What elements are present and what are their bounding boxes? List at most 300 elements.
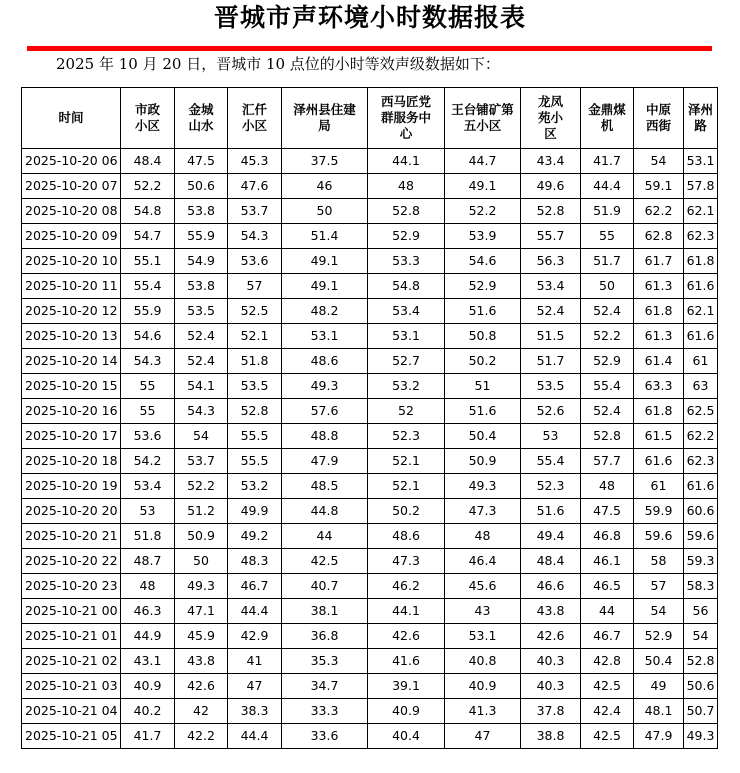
noise-value-cell: 53.8	[175, 274, 228, 299]
noise-value-cell: 56	[684, 599, 718, 624]
noise-value-cell: 48.8	[282, 424, 368, 449]
noise-value-cell: 49.3	[175, 574, 228, 599]
time-cell: 2025-10-21 01	[22, 624, 121, 649]
noise-value-cell: 55.7	[521, 224, 581, 249]
noise-value-cell: 52.6	[521, 399, 581, 424]
header-zezhou-zhujian: 泽州县住建局	[282, 88, 368, 149]
table-row	[22, 224, 718, 249]
noise-value-cell: 54.7	[121, 224, 175, 249]
noise-value-cell: 61	[684, 349, 718, 374]
table-row	[22, 174, 718, 199]
noise-value-cell: 62.1	[684, 299, 718, 324]
time-cell: 2025-10-20 07	[22, 174, 121, 199]
noise-value-cell: 45.3	[228, 149, 282, 174]
noise-value-cell: 49.6	[521, 174, 581, 199]
noise-value-cell: 59.3	[684, 549, 718, 574]
noise-value-cell: 63	[684, 374, 718, 399]
table-row	[22, 599, 718, 624]
noise-value-cell: 62.2	[634, 199, 684, 224]
noise-value-cell: 59.6	[634, 524, 684, 549]
noise-value-cell: 42.6	[175, 674, 228, 699]
noise-value-cell: 43.8	[175, 649, 228, 674]
time-cell: 2025-10-20 19	[22, 474, 121, 499]
noise-value-cell: 45.9	[175, 624, 228, 649]
noise-value-cell: 55.9	[121, 299, 175, 324]
noise-value-cell: 62.3	[684, 449, 718, 474]
header-zhongyuanxijie: 中原西街	[634, 88, 684, 149]
table-row	[22, 549, 718, 574]
noise-value-cell: 41.7	[581, 149, 634, 174]
header-shizheng: 市政小区	[121, 88, 175, 149]
noise-value-cell: 36.8	[282, 624, 368, 649]
noise-value-cell: 48	[121, 574, 175, 599]
noise-value-cell: 48.3	[228, 549, 282, 574]
noise-value-cell: 40.3	[521, 649, 581, 674]
noise-value-cell: 51.9	[581, 199, 634, 224]
noise-value-cell: 54.6	[121, 324, 175, 349]
noise-value-cell: 53	[121, 499, 175, 524]
noise-value-cell: 55.1	[121, 249, 175, 274]
noise-value-cell: 57.8	[684, 174, 718, 199]
noise-value-cell: 37.5	[282, 149, 368, 174]
time-cell: 2025-10-20 09	[22, 224, 121, 249]
noise-value-cell: 44.1	[368, 599, 445, 624]
noise-value-cell: 51.6	[445, 299, 521, 324]
noise-value-cell: 61.6	[684, 474, 718, 499]
table-row	[22, 324, 718, 349]
noise-value-cell: 53.9	[445, 224, 521, 249]
noise-value-cell: 54	[175, 424, 228, 449]
noise-value-cell: 58.3	[684, 574, 718, 599]
noise-value-cell: 52.8	[521, 199, 581, 224]
header-zezhoulu: 泽州路	[684, 88, 718, 149]
noise-value-cell: 47	[228, 674, 282, 699]
noise-value-cell: 61.7	[634, 249, 684, 274]
noise-value-cell: 61.4	[634, 349, 684, 374]
noise-value-cell: 51.8	[121, 524, 175, 549]
noise-value-cell: 50.9	[175, 524, 228, 549]
noise-value-cell: 52.9	[445, 274, 521, 299]
time-cell: 2025-10-20 20	[22, 499, 121, 524]
noise-value-cell: 54.3	[175, 399, 228, 424]
noise-value-cell: 33.3	[282, 699, 368, 724]
noise-value-cell: 49.4	[521, 524, 581, 549]
noise-value-cell: 51.5	[521, 324, 581, 349]
noise-value-cell: 42.4	[581, 699, 634, 724]
noise-value-cell: 44.9	[121, 624, 175, 649]
noise-value-cell: 55.9	[175, 224, 228, 249]
noise-value-cell: 46.1	[581, 549, 634, 574]
noise-value-cell: 50.2	[445, 349, 521, 374]
noise-value-cell: 49.1	[445, 174, 521, 199]
noise-value-cell: 61.6	[684, 274, 718, 299]
noise-value-cell: 52.1	[228, 324, 282, 349]
noise-value-cell: 62.5	[684, 399, 718, 424]
header-longfengyuan: 龙凤苑小区	[521, 88, 581, 149]
noise-value-cell: 44.4	[228, 724, 282, 749]
noise-value-cell: 47.1	[175, 599, 228, 624]
noise-value-cell: 52.4	[581, 299, 634, 324]
noise-value-cell: 53.4	[121, 474, 175, 499]
noise-value-cell: 62.2	[684, 424, 718, 449]
noise-value-cell: 38.8	[521, 724, 581, 749]
noise-value-cell: 49.1	[282, 274, 368, 299]
noise-value-cell: 63.3	[634, 374, 684, 399]
noise-value-cell: 50.2	[368, 499, 445, 524]
noise-value-cell: 47.3	[368, 549, 445, 574]
noise-value-cell: 48.4	[121, 149, 175, 174]
noise-value-cell: 46.6	[521, 574, 581, 599]
noise-value-cell: 34.7	[282, 674, 368, 699]
noise-value-cell: 61.8	[634, 399, 684, 424]
noise-data-table	[21, 87, 718, 749]
noise-value-cell: 44.4	[581, 174, 634, 199]
table-row	[22, 374, 718, 399]
noise-value-cell: 54	[684, 624, 718, 649]
noise-value-cell: 45.6	[445, 574, 521, 599]
noise-value-cell: 53.5	[521, 374, 581, 399]
noise-value-cell: 48.6	[368, 524, 445, 549]
time-cell: 2025-10-20 18	[22, 449, 121, 474]
noise-value-cell: 52.4	[175, 349, 228, 374]
noise-value-cell: 50.6	[684, 674, 718, 699]
table-row	[22, 299, 718, 324]
noise-value-cell: 53.2	[228, 474, 282, 499]
noise-value-cell: 52.7	[368, 349, 445, 374]
noise-value-cell: 44.7	[445, 149, 521, 174]
table-row	[22, 674, 718, 699]
noise-value-cell: 57	[228, 274, 282, 299]
noise-value-cell: 53.3	[368, 249, 445, 274]
noise-value-cell: 40.8	[445, 649, 521, 674]
table-row	[22, 649, 718, 674]
noise-value-cell: 44.1	[368, 149, 445, 174]
noise-value-cell: 60.6	[684, 499, 718, 524]
time-cell: 2025-10-20 13	[22, 324, 121, 349]
noise-value-cell: 43.8	[521, 599, 581, 624]
noise-value-cell: 52.3	[521, 474, 581, 499]
time-cell: 2025-10-20 08	[22, 199, 121, 224]
time-cell: 2025-10-20 15	[22, 374, 121, 399]
noise-value-cell: 52.8	[684, 649, 718, 674]
noise-value-cell: 50	[282, 199, 368, 224]
noise-value-cell: 46.8	[581, 524, 634, 549]
noise-value-cell: 53.5	[228, 374, 282, 399]
table-row	[22, 449, 718, 474]
noise-value-cell: 52	[368, 399, 445, 424]
noise-value-cell: 38.3	[228, 699, 282, 724]
noise-value-cell: 52.2	[445, 199, 521, 224]
table-row	[22, 149, 718, 174]
noise-value-cell: 43.1	[121, 649, 175, 674]
noise-value-cell: 61.3	[634, 274, 684, 299]
noise-value-cell: 42.8	[581, 649, 634, 674]
table-row	[22, 199, 718, 224]
time-cell: 2025-10-21 04	[22, 699, 121, 724]
noise-value-cell: 41.7	[121, 724, 175, 749]
noise-value-cell: 46.7	[228, 574, 282, 599]
noise-value-cell: 47.3	[445, 499, 521, 524]
noise-value-cell: 53.7	[175, 449, 228, 474]
table-row	[22, 724, 718, 749]
noise-value-cell: 50.4	[445, 424, 521, 449]
noise-value-cell: 55	[121, 399, 175, 424]
time-cell: 2025-10-21 05	[22, 724, 121, 749]
noise-value-cell: 55.4	[521, 449, 581, 474]
noise-value-cell: 61.8	[684, 249, 718, 274]
table-row	[22, 274, 718, 299]
noise-value-cell: 41.6	[368, 649, 445, 674]
noise-value-cell: 55.5	[228, 424, 282, 449]
noise-value-cell: 40.2	[121, 699, 175, 724]
noise-value-cell: 41	[228, 649, 282, 674]
noise-value-cell: 52.9	[581, 349, 634, 374]
table-body	[22, 149, 718, 749]
time-cell: 2025-10-21 03	[22, 674, 121, 699]
noise-value-cell: 52.5	[228, 299, 282, 324]
noise-value-cell: 40.9	[368, 699, 445, 724]
table-row	[22, 474, 718, 499]
time-cell: 2025-10-20 12	[22, 299, 121, 324]
noise-value-cell: 47	[445, 724, 521, 749]
noise-value-cell: 42.5	[282, 549, 368, 574]
noise-value-cell: 51.2	[175, 499, 228, 524]
noise-value-cell: 61.5	[634, 424, 684, 449]
noise-value-cell: 48.6	[282, 349, 368, 374]
table-row	[22, 499, 718, 524]
noise-value-cell: 40.7	[282, 574, 368, 599]
noise-value-cell: 57.7	[581, 449, 634, 474]
noise-value-cell: 54.3	[228, 224, 282, 249]
table-row	[22, 524, 718, 549]
noise-value-cell: 61.3	[634, 324, 684, 349]
header-jinding: 金鼎煤机	[581, 88, 634, 149]
noise-value-cell: 51.4	[282, 224, 368, 249]
noise-value-cell: 38.1	[282, 599, 368, 624]
noise-value-cell: 35.3	[282, 649, 368, 674]
noise-value-cell: 46.5	[581, 574, 634, 599]
noise-value-cell: 54.8	[368, 274, 445, 299]
noise-value-cell: 42	[175, 699, 228, 724]
noise-value-cell: 49.3	[445, 474, 521, 499]
noise-value-cell: 58	[634, 549, 684, 574]
noise-value-cell: 52.2	[581, 324, 634, 349]
noise-value-cell: 37.8	[521, 699, 581, 724]
noise-value-cell: 52.1	[368, 474, 445, 499]
noise-value-cell: 48.2	[282, 299, 368, 324]
noise-value-cell: 53	[521, 424, 581, 449]
noise-value-cell: 43.4	[521, 149, 581, 174]
noise-value-cell: 53.6	[228, 249, 282, 274]
noise-value-cell: 55	[121, 374, 175, 399]
header-wangtaipu: 王台铺矿第五小区	[445, 88, 521, 149]
noise-value-cell: 51.8	[228, 349, 282, 374]
noise-value-cell: 62.1	[684, 199, 718, 224]
noise-value-cell: 51.7	[521, 349, 581, 374]
table-row	[22, 624, 718, 649]
noise-value-cell: 44.8	[282, 499, 368, 524]
noise-value-cell: 46.4	[445, 549, 521, 574]
noise-value-cell: 52.3	[368, 424, 445, 449]
table-row	[22, 399, 718, 424]
noise-value-cell: 56.3	[521, 249, 581, 274]
noise-value-cell: 48	[368, 174, 445, 199]
noise-value-cell: 52.8	[228, 399, 282, 424]
noise-value-cell: 54.9	[175, 249, 228, 274]
noise-value-cell: 44.4	[228, 599, 282, 624]
table-row	[22, 349, 718, 374]
noise-value-cell: 51.6	[521, 499, 581, 524]
time-cell: 2025-10-21 02	[22, 649, 121, 674]
header-time: 时间	[22, 88, 121, 149]
noise-value-cell: 46	[282, 174, 368, 199]
table-row	[22, 574, 718, 599]
noise-value-cell: 53.4	[521, 274, 581, 299]
noise-value-cell: 54	[634, 599, 684, 624]
noise-value-cell: 52.1	[368, 449, 445, 474]
noise-value-cell: 55.5	[228, 449, 282, 474]
noise-value-cell: 52.2	[121, 174, 175, 199]
noise-value-cell: 50.9	[445, 449, 521, 474]
noise-value-cell: 48	[581, 474, 634, 499]
noise-value-cell: 62.8	[634, 224, 684, 249]
time-cell: 2025-10-20 22	[22, 549, 121, 574]
noise-value-cell: 47.6	[228, 174, 282, 199]
noise-value-cell: 49.1	[282, 249, 368, 274]
noise-value-cell: 48	[445, 524, 521, 549]
noise-value-cell: 48.4	[521, 549, 581, 574]
noise-value-cell: 61.8	[634, 299, 684, 324]
noise-value-cell: 40.4	[368, 724, 445, 749]
noise-value-cell: 54.6	[445, 249, 521, 274]
noise-value-cell: 50	[581, 274, 634, 299]
noise-value-cell: 53.5	[175, 299, 228, 324]
noise-value-cell: 54	[634, 149, 684, 174]
noise-value-cell: 54.2	[121, 449, 175, 474]
noise-value-cell: 47.5	[581, 499, 634, 524]
noise-value-cell: 43	[445, 599, 521, 624]
time-cell: 2025-10-20 14	[22, 349, 121, 374]
noise-value-cell: 41.3	[445, 699, 521, 724]
table-header-row	[22, 88, 718, 149]
noise-value-cell: 42.2	[175, 724, 228, 749]
noise-value-cell: 50	[175, 549, 228, 574]
noise-value-cell: 51.7	[581, 249, 634, 274]
noise-value-cell: 52.2	[175, 474, 228, 499]
table-row	[22, 699, 718, 724]
noise-value-cell: 52.9	[368, 224, 445, 249]
noise-value-cell: 53.2	[368, 374, 445, 399]
noise-value-cell: 39.1	[368, 674, 445, 699]
noise-value-cell: 33.6	[282, 724, 368, 749]
noise-value-cell: 53.7	[228, 199, 282, 224]
header-huiqian: 汇仟小区	[228, 88, 282, 149]
time-cell: 2025-10-20 16	[22, 399, 121, 424]
noise-value-cell: 59.6	[684, 524, 718, 549]
noise-value-cell: 44	[282, 524, 368, 549]
noise-value-cell: 51.6	[445, 399, 521, 424]
header-ximajiang: 西马匠党群服务中心	[368, 88, 445, 149]
noise-value-cell: 50.7	[684, 699, 718, 724]
noise-value-cell: 47.9	[634, 724, 684, 749]
noise-value-cell: 55.4	[121, 274, 175, 299]
noise-value-cell: 52.4	[521, 299, 581, 324]
noise-value-cell: 42.5	[581, 674, 634, 699]
noise-value-cell: 42.6	[368, 624, 445, 649]
noise-value-cell: 53.8	[175, 199, 228, 224]
noise-value-cell: 61.6	[684, 324, 718, 349]
noise-value-cell: 52.4	[581, 399, 634, 424]
time-cell: 2025-10-21 00	[22, 599, 121, 624]
noise-value-cell: 52.9	[634, 624, 684, 649]
noise-value-cell: 61.6	[634, 449, 684, 474]
noise-value-cell: 53.1	[684, 149, 718, 174]
noise-value-cell: 53.4	[368, 299, 445, 324]
time-cell: 2025-10-20 17	[22, 424, 121, 449]
report-title: 晋城市声环境小时数据报表	[213, 3, 526, 32]
noise-value-cell: 49.9	[228, 499, 282, 524]
noise-value-cell: 42.9	[228, 624, 282, 649]
noise-value-cell: 42.6	[521, 624, 581, 649]
noise-value-cell: 49	[634, 674, 684, 699]
noise-value-cell: 52.4	[175, 324, 228, 349]
noise-value-cell: 50.4	[634, 649, 684, 674]
noise-value-cell: 42.5	[581, 724, 634, 749]
noise-value-cell: 46.2	[368, 574, 445, 599]
table-row	[22, 249, 718, 274]
noise-value-cell: 44	[581, 599, 634, 624]
noise-value-cell: 46.3	[121, 599, 175, 624]
noise-value-cell: 53.1	[282, 324, 368, 349]
noise-value-cell: 54.8	[121, 199, 175, 224]
noise-value-cell: 49.3	[684, 724, 718, 749]
noise-value-cell: 50.8	[445, 324, 521, 349]
noise-value-cell: 53.1	[368, 324, 445, 349]
noise-value-cell: 40.3	[521, 674, 581, 699]
noise-value-cell: 48.7	[121, 549, 175, 574]
noise-value-cell: 50.6	[175, 174, 228, 199]
time-cell: 2025-10-20 21	[22, 524, 121, 549]
noise-value-cell: 61	[634, 474, 684, 499]
time-cell: 2025-10-20 10	[22, 249, 121, 274]
noise-value-cell: 59.1	[634, 174, 684, 199]
noise-value-cell: 57.6	[282, 399, 368, 424]
time-cell: 2025-10-20 23	[22, 574, 121, 599]
header-jinchengshanshui: 金城山水	[175, 88, 228, 149]
time-cell: 2025-10-20 06	[22, 149, 121, 174]
table-row	[22, 424, 718, 449]
noise-value-cell: 54.1	[175, 374, 228, 399]
noise-value-cell: 57	[634, 574, 684, 599]
time-cell: 2025-10-20 11	[22, 274, 121, 299]
noise-value-cell: 55.4	[581, 374, 634, 399]
noise-value-cell: 46.7	[581, 624, 634, 649]
noise-value-cell: 55	[581, 224, 634, 249]
noise-value-cell: 53.6	[121, 424, 175, 449]
noise-value-cell: 47.5	[175, 149, 228, 174]
report-intro: 2025 年 10 月 20 日，晋城市 10 点位的小时等效声级数据如下：	[56, 55, 500, 73]
noise-value-cell: 49.2	[228, 524, 282, 549]
noise-value-cell: 47.9	[282, 449, 368, 474]
red-divider	[27, 46, 712, 51]
noise-value-cell: 59.9	[634, 499, 684, 524]
noise-value-cell: 52.8	[581, 424, 634, 449]
noise-value-cell: 62.3	[684, 224, 718, 249]
noise-value-cell: 48.5	[282, 474, 368, 499]
noise-value-cell: 40.9	[445, 674, 521, 699]
noise-value-cell: 53.1	[445, 624, 521, 649]
noise-value-cell: 48.1	[634, 699, 684, 724]
